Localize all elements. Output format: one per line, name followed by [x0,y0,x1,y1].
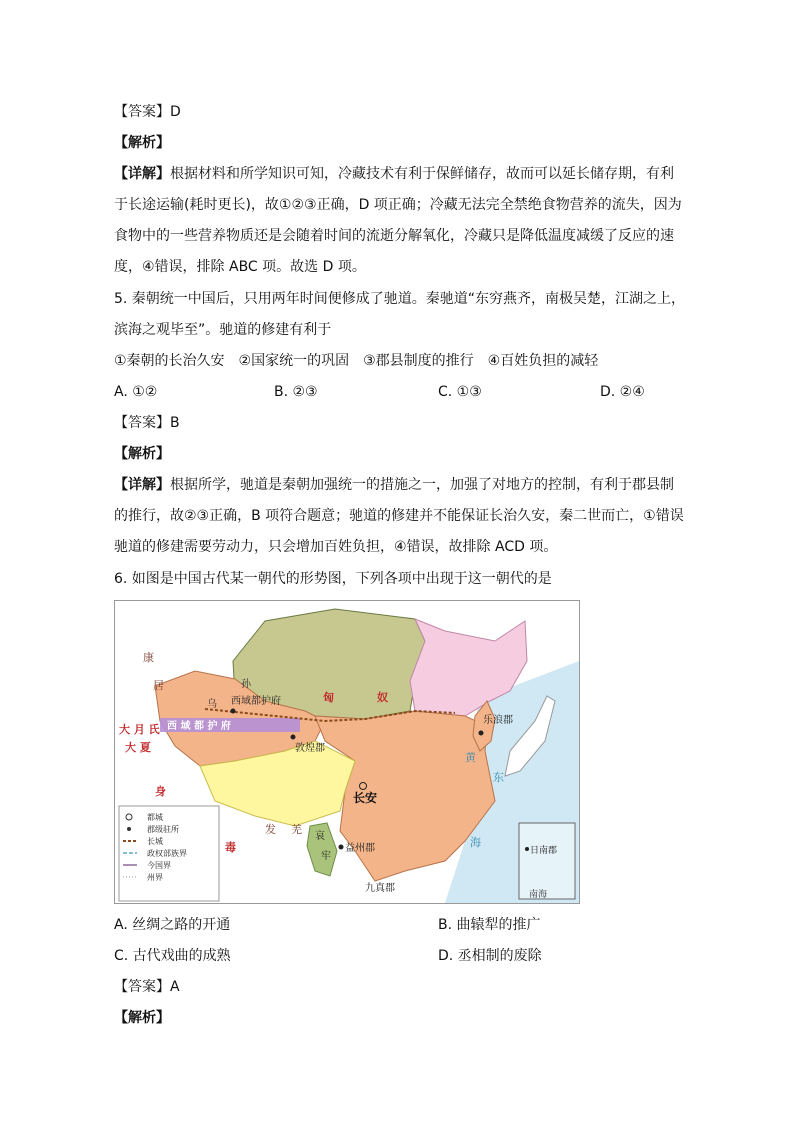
q5-detail-text-1: 根据所学，驰道是秦朝加强统一的措施之一，加强了对地方的控制，有利于郡县制 [170,477,674,493]
xiyu-marker [231,709,236,714]
legend-label-wall: 长城 [147,837,163,846]
legend-label-province-border: 州界 [147,873,163,882]
yizhou-marker [339,845,344,850]
q4-answer: 【答案】D [114,104,181,120]
map-label-dunhuang: 敦煌郡 [295,743,325,754]
map-label-ai: 哀 [315,831,325,842]
q5-detail-line-1 [114,475,674,495]
dunhuang-marker [291,735,296,740]
q6-answer: 【答案】A [114,979,180,995]
map-label-nanhai: 南海 [529,890,548,900]
map-label-shen: 身 [155,785,166,798]
q6-analysis-heading: 【解析】 [114,1010,170,1026]
map-label-sun: 孙 [241,679,251,690]
map-label-kang: 康 [143,651,154,664]
q4-detail-tag: 【详解】 [114,166,170,182]
map-label-hai: 海 [470,836,481,849]
map-label-huang: 黄 [465,751,476,764]
q5-analysis-heading: 【解析】 [114,446,170,462]
q5-option-a: A. ①② [114,384,158,400]
map-label-rinan: 日南郡 [530,846,558,856]
q5-option-d: D. ②④ [600,384,645,400]
q4-detail-text-1: 根据材料和所学知识可知，冷藏技术有利于保鲜储存，故而可以延长储存期，有利 [170,166,674,182]
map-label-dayuezhi: 大 月 氏 [119,723,160,736]
legend-label-commandery: 郡级驻所 [147,825,179,834]
q5-stem-line-2: 滨海之观毕至”。驰道的修建有利于 [114,322,332,338]
q6-stem: 6. 如图是中国古代某一朝代的形势图，下列各项中出现于这一朝代的是 [114,571,552,587]
rinan-marker [525,847,529,851]
legend-label-capital: 都城 [147,813,163,822]
q4-detail-line-3: 食物中的一些营养物质还是会随着时间的流逝分解氧化，冷藏只是降低温度减缓了反应的速 [114,228,674,244]
q6-option-c: C. 古代戏曲的成熟 [114,948,231,964]
map-label-lao: 牢 [321,851,331,862]
q5-detail-tag: 【详解】 [114,477,170,493]
map-label-fa: 发 [265,823,276,836]
legend-label-country-border: 今国界 [147,861,171,870]
q5-option-c: C. ①③ [438,384,482,400]
han-dynasty-map [114,600,580,904]
q5-option-b: B. ②③ [274,384,318,400]
q5-stem-line-1: 5. 秦朝统一中国后，只用两年时间便修成了驰道。秦驰道“东穷燕齐，南极吴楚，江湖之上， [114,291,686,307]
map-label-dong: 东 [493,771,504,784]
legend-label-tribe-border: 政权部族界 [147,849,187,858]
q5-items: ①秦朝的长治久安 ②国家统一的巩固 ③郡县制度的推行 ④百姓负担的减轻 [114,353,599,369]
inset-box [519,823,575,899]
q4-detail-line-4: 度，④错误，排除 ABC 项。故选 D 项。 [114,259,366,275]
map-label-qiang: 羌 [291,823,302,836]
q4-analysis-heading: 【解析】 [114,135,170,151]
map-label-changan: 长安 [353,791,378,805]
map-label-ju: 居 [153,679,164,692]
map-label-xiongnu-1: 匈 [323,691,334,704]
q6-option-b: B. 曲辕犁的推广 [438,917,541,933]
q5-answer: 【答案】B [114,415,180,431]
q6-option-d: D. 丞相制的废除 [438,948,542,964]
q5-detail-line-2: 的推行，故②③正确，B 项符合题意；驰道的修建并不能保证长治久安，秦二世而亡，①错误 [114,508,684,524]
q4-detail-line-2: 于长途运输(耗时更长)，故①②③正确，D 项正确；冷藏无法完全禁绝食物营养的流失，因为 [114,197,682,213]
commandery-symbol [127,827,131,831]
q6-option-a: A. 丝绸之路的开通 [114,917,231,933]
map-label-wu: 乌 [207,699,217,710]
map-label-yizhou: 益州郡 [345,843,375,854]
map-svg [115,601,579,903]
map-label-du: 毒 [225,841,236,854]
map-label-lelang: 乐浪郡 [483,715,513,726]
map-label-daxia: 大 夏 [125,741,151,754]
map-label-xiyu-band: 西 域 都 护 府 [167,721,231,732]
q4-detail-line-1 [114,164,674,184]
q5-detail-line-3: 驰道的修建需要劳动力，只会增加百姓负担，④错误，故排除 ACD 项。 [114,539,558,555]
map-label-xiyu: 西域都护府 [231,696,281,707]
lelang-marker [479,731,484,736]
map-label-xiongnu-2: 奴 [377,691,388,704]
map-label-jiuzhen: 九真郡 [365,883,395,894]
